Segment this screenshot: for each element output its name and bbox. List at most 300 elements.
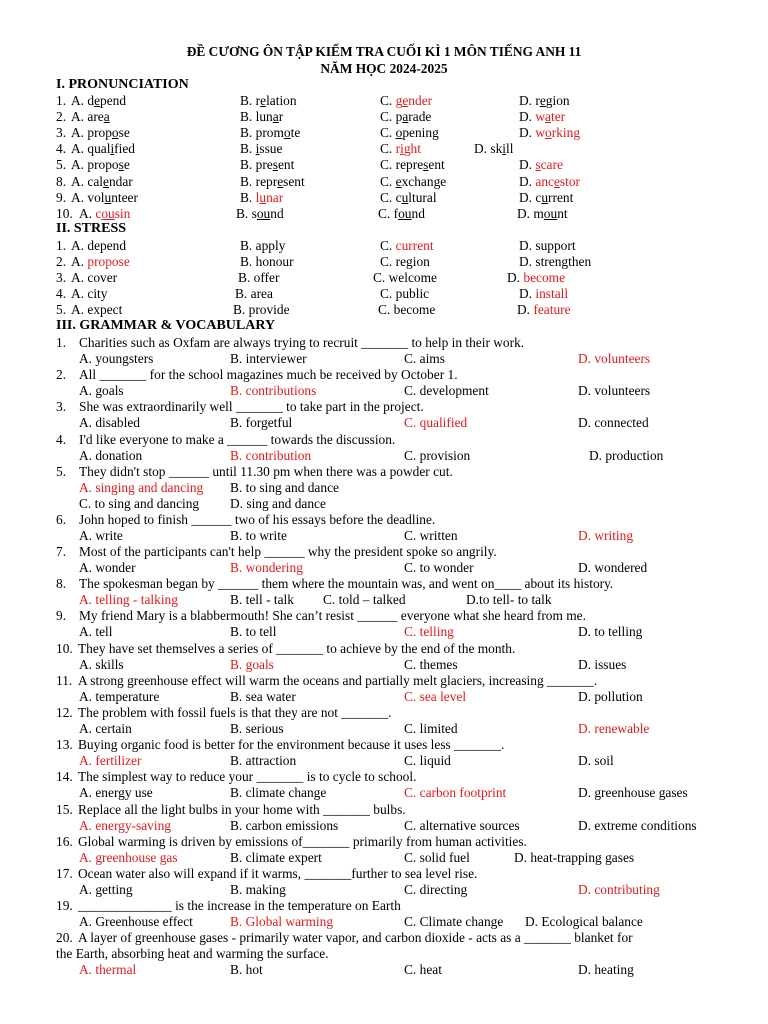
option-label: C. (378, 206, 394, 221)
option-word (394, 206, 425, 221)
question-number: 12. (56, 705, 73, 720)
option-label: B. (240, 141, 256, 156)
underlined-letters: i (110, 141, 115, 156)
word-part: prop (87, 125, 112, 140)
question-number: 9. (56, 190, 67, 205)
option-word: provide (248, 302, 290, 317)
question-number: 16. (56, 833, 73, 849)
option-word (256, 190, 284, 205)
option-a (79, 206, 130, 222)
word-part: se (118, 125, 130, 140)
option-b (240, 109, 283, 125)
option-word (396, 125, 439, 140)
answer-option: A. greenhouse gas (79, 849, 178, 865)
word-part: vol (87, 190, 105, 205)
option-word (87, 190, 138, 205)
option-a (71, 157, 130, 173)
option-d (519, 286, 568, 302)
pronunciation-row (0, 141, 768, 157)
answer-option: A. certain (79, 721, 132, 736)
underlined-letters: i (502, 141, 507, 156)
question-stem: The problem with fossil fuels is that they are not _______. (78, 705, 392, 720)
question-number: 10. (56, 206, 73, 221)
word-part: r (535, 93, 540, 108)
answer-option: B. hot (230, 962, 263, 978)
question-number: 13. (56, 737, 73, 753)
option-label: C. (378, 302, 394, 317)
option-label: D. (519, 190, 536, 205)
word-part: qual (87, 141, 111, 156)
option-word (87, 141, 135, 156)
question-stem: A strong greenhouse effect will warm the oceans and partially melt glaciers, increasing _______. (78, 672, 598, 688)
option-label: B. (240, 157, 256, 172)
option-label: A. (71, 125, 88, 140)
answer-option: A. donation (79, 447, 143, 463)
word-part: are (87, 109, 104, 124)
answer-option: D. extreme conditions (578, 817, 697, 833)
word-part: gion (545, 93, 570, 108)
answer-option: A. youngsters (79, 351, 154, 366)
option-label: B. (240, 254, 256, 269)
option-label: D. (517, 206, 534, 221)
question-number: 4. (56, 286, 67, 301)
option-c (380, 174, 446, 190)
word-part: e (123, 157, 130, 172)
word-part: pend (100, 93, 127, 108)
option-d (519, 190, 573, 206)
option-label: A. (71, 190, 88, 205)
word-part: w (535, 125, 546, 140)
word-part: ll (506, 141, 514, 156)
answer-option: D. contributing (578, 882, 660, 897)
answer-option: D. production (589, 447, 664, 463)
option-word: expect (87, 302, 123, 317)
option-label: D. (507, 270, 524, 285)
question-stem: ______________ is the increase in the temperature on Earth (78, 898, 401, 914)
option-label: C. (380, 254, 396, 269)
section-heading-stress: II. STRESS (56, 221, 127, 236)
answer-option: A. skills (79, 656, 124, 672)
option-word (535, 125, 580, 140)
word-part: sk (490, 141, 503, 156)
word-part: rade (408, 109, 432, 124)
option-d (517, 302, 571, 318)
option-label: B. (240, 174, 256, 189)
option-a (71, 254, 130, 270)
option-d (519, 93, 570, 109)
question-stem: Global warming is driven by emissions of_______ primarily from human activities. (78, 833, 527, 849)
word-part: g (395, 93, 403, 108)
answer-option: C. solid fuel (404, 849, 470, 865)
answer-option: A. wonder (79, 560, 136, 575)
answer-option: B. attraction (230, 753, 297, 769)
option-c (380, 109, 431, 125)
option-label: B. (240, 125, 256, 140)
word-part: lun (255, 109, 273, 124)
answer-option: B. climate change (230, 785, 327, 801)
option-a (71, 174, 133, 190)
option-word (535, 190, 573, 205)
word-part: c (535, 190, 542, 205)
option-word (87, 157, 129, 172)
option-c (380, 286, 429, 302)
option-word: current (395, 238, 434, 253)
word-part: care (540, 157, 563, 172)
answer-option: C. themes (404, 656, 458, 672)
option-word: apply (255, 238, 286, 253)
underlined-letters: e (395, 174, 402, 189)
word-part: ent (428, 157, 445, 172)
answer-option: C. limited (404, 721, 458, 736)
question-number: 1. (56, 93, 67, 108)
pronunciation-row (0, 174, 768, 190)
option-b (240, 254, 294, 270)
option-label: B. (240, 238, 256, 253)
answer-option: B. carbon emissions (230, 817, 339, 833)
option-b (240, 238, 285, 254)
option-label: D. (519, 125, 536, 140)
pronunciation-row (0, 93, 768, 109)
word-part: sin (114, 206, 131, 221)
question-number: 3. (56, 270, 67, 285)
underlined-letters: i (255, 141, 260, 156)
answer-option: C. sea level (404, 688, 467, 704)
answer-option: B. Global warming (230, 914, 334, 930)
answer-option: B. contributions (230, 383, 317, 399)
answer-option: D. issues (578, 656, 627, 672)
answer-option: D. wondered (578, 560, 648, 575)
option-label: D. (517, 302, 534, 317)
question-stem: Ocean water also will expand if it warms, _______further to sea level rise. (78, 866, 478, 881)
word-part: m (533, 206, 544, 221)
word-part: sent (283, 174, 305, 189)
option-word (87, 174, 132, 189)
option-d (519, 254, 591, 270)
word-part: ent (277, 157, 295, 172)
option-word (396, 174, 447, 189)
word-part: s (251, 206, 257, 221)
word-part: lation (266, 93, 297, 108)
option-word: depend (87, 238, 127, 253)
option-word (396, 141, 421, 156)
question-number: 3. (56, 125, 67, 140)
option-b (240, 190, 283, 206)
question-stem: My friend Mary is a blabbermouth! She can’t resist ______ everyone what she heard from me. (79, 608, 586, 624)
question-stem: They have set themselves a series of _______ to achieve by the end of the month. (78, 640, 516, 656)
underlined-letters: o (545, 125, 552, 140)
word-part: r (278, 109, 284, 124)
question-stem: They didn't stop ______ until 11.30 pm when there was a powder cut. (79, 463, 453, 479)
answer-option: B. sea water (230, 688, 296, 704)
word-part: r (395, 141, 401, 156)
option-c (373, 270, 437, 286)
word-part: repr (255, 174, 278, 189)
answer-option: B. to tell (230, 624, 277, 640)
question-number: 19. (56, 898, 73, 914)
option-d (474, 141, 513, 157)
underlined-letters: s (272, 157, 278, 172)
answer-option: C. provision (404, 447, 471, 463)
word-part: p (395, 109, 403, 124)
option-label: A. (71, 157, 88, 172)
underlined-letters: a (545, 109, 551, 124)
option-c (380, 125, 439, 141)
option-word: area (250, 286, 273, 301)
option-d (519, 174, 580, 190)
option-word: honour (255, 254, 294, 269)
word-part: rking (551, 125, 581, 140)
answer-option: D. pollution (578, 688, 643, 704)
question-number: 1. (56, 335, 67, 350)
answer-option: B. to write (230, 527, 287, 543)
option-b (235, 286, 273, 302)
word-part: repre (395, 157, 424, 172)
underlined-letters: s (535, 157, 541, 172)
answer-option: C. alternative sources (404, 817, 520, 833)
question-stem: Most of the participants can't help ______ why the president spoke so angrily. (79, 544, 497, 559)
answer-option: D. writing (578, 527, 634, 543)
option-word (87, 93, 126, 108)
word-part: nteer (111, 190, 138, 205)
question-number: 2. (56, 254, 67, 269)
answer-option: A. tell (79, 624, 113, 640)
answer-option: D. volunteers (578, 351, 651, 366)
option-label: A. (71, 302, 88, 317)
option-label: C. (380, 93, 396, 108)
option-word (256, 141, 283, 156)
question-stem: She was extraordinarily well _______ to take part in the project. (79, 399, 424, 415)
option-word (535, 109, 565, 124)
answer-option: D. greenhouse gases (578, 785, 688, 801)
underlined-letters: e (402, 93, 409, 108)
word-part: stor (559, 174, 581, 189)
option-word: propose (87, 254, 130, 269)
question-stem: John hoped to finish ______ two of his essays before the deadline. (79, 511, 436, 527)
underlined-letters: u (401, 190, 409, 205)
answer-option: C. heat (404, 962, 442, 978)
answer-option: D.to tell- to talk (466, 592, 552, 608)
option-word (535, 93, 569, 108)
option-a (71, 109, 110, 125)
option-a (71, 286, 107, 302)
option-label: D. (474, 141, 491, 156)
option-b (236, 206, 284, 222)
option-word: public (395, 286, 430, 301)
option-d (517, 206, 568, 222)
underlined-letters: e (94, 93, 101, 108)
option-c (380, 157, 445, 173)
option-a (71, 302, 122, 318)
option-label: D. (519, 254, 536, 269)
option-b (240, 93, 297, 109)
option-a (71, 93, 126, 109)
option-word: become (393, 302, 436, 317)
answer-option: A. energy use (79, 785, 153, 801)
option-word: welcome (388, 270, 437, 285)
option-label: A. (71, 286, 88, 301)
word-part: te (290, 125, 301, 140)
option-word (87, 125, 129, 140)
option-c (378, 206, 425, 222)
answer-option: C. telling (404, 624, 454, 640)
pronunciation-row (0, 109, 768, 125)
answer-option: D. connected (578, 415, 649, 431)
answer-option: A. Greenhouse effect (79, 914, 193, 930)
option-d (519, 125, 580, 141)
document-title: ĐỀ CƯƠNG ÔN TẬP KIỂM TRA CUỐI KÌ 1 MÔN TIẾNG ANH 11 (186, 44, 582, 59)
answer-option: C. told – talked (323, 592, 406, 608)
answer-option: A. temperature (79, 688, 160, 704)
underlined-letters: a (402, 109, 409, 124)
option-label: C. (380, 125, 396, 140)
answer-option: A. thermal (79, 962, 137, 978)
answer-option: D. soil (578, 753, 614, 769)
question-number: 15. (56, 801, 73, 817)
option-word: support (535, 238, 576, 253)
option-label: D. (519, 157, 536, 172)
answer-option: C. to wonder (404, 560, 474, 575)
word-part: c (95, 206, 102, 221)
underlined-letters: o (111, 125, 119, 140)
option-word (396, 190, 437, 205)
option-label: D. (519, 238, 536, 253)
option-label: B. (238, 270, 254, 285)
option-word (87, 109, 109, 124)
underlined-letters: i (400, 141, 404, 156)
question-stem: The spokesman began by ______ them where the mountain was, and went on____ about its history. (79, 576, 614, 592)
underlined-letters: e (102, 174, 109, 189)
option-a (71, 238, 126, 254)
option-b (240, 141, 282, 157)
word-part: nd (411, 206, 425, 221)
option-word (535, 157, 563, 172)
word-part: nd (270, 206, 284, 221)
word-part: rrent (548, 190, 574, 205)
option-label: C. (380, 157, 396, 172)
option-word (535, 174, 580, 189)
option-word (256, 174, 305, 189)
option-d (507, 270, 565, 286)
question-number: 6. (56, 511, 67, 527)
word-part: r (255, 93, 261, 108)
option-label: B. (236, 206, 252, 221)
underlined-letters: u (541, 190, 549, 205)
question-stem: Replace all the light bulbs in your home with _______ bulbs. (78, 801, 406, 817)
answer-option: D. sing and dance (230, 495, 326, 511)
option-c (380, 254, 430, 270)
word-part: xchange (401, 174, 447, 189)
answer-option: C. aims (404, 351, 445, 366)
option-label: C. (380, 190, 396, 205)
option-b (240, 174, 305, 190)
option-label: C. (380, 174, 396, 189)
option-d (519, 238, 576, 254)
question-number: 1. (56, 238, 67, 253)
answer-option: D. renewable (578, 721, 650, 736)
question-number: 5. (56, 157, 67, 172)
option-word (490, 141, 513, 156)
answer-option: B. interviewer (230, 351, 307, 366)
pronunciation-row (0, 206, 768, 222)
underlined-letters: ou (256, 206, 271, 221)
question-number: 8. (56, 174, 67, 189)
word-part: anc (535, 174, 554, 189)
option-label: C. (380, 109, 396, 124)
answer-option: A. goals (79, 383, 124, 399)
underlined-letters: a (103, 109, 110, 124)
question-stem: I'd like everyone to make a ______ towards the discussion. (79, 431, 396, 447)
option-word (396, 93, 432, 108)
underlined-letters: s (423, 157, 429, 172)
question-number: 7. (56, 544, 67, 559)
word-part: pre (255, 157, 273, 172)
question-stem: Buying organic food is better for the environment because it uses less _______. (78, 737, 505, 753)
word-part: propo (87, 157, 119, 172)
option-c (380, 238, 434, 254)
question-number: 2. (56, 367, 67, 383)
option-word (256, 157, 295, 172)
option-word (256, 93, 297, 108)
option-label: D. (519, 93, 536, 108)
option-word (396, 157, 445, 172)
option-label: D. (519, 174, 536, 189)
stress-row (0, 302, 768, 318)
answer-option: C. qualified (404, 415, 468, 431)
answer-option: C. written (404, 527, 458, 543)
word-part: prom (255, 125, 284, 140)
option-word: install (535, 286, 569, 301)
answer-option: A. getting (79, 882, 133, 897)
option-word: city (87, 286, 108, 301)
option-d (519, 157, 563, 173)
option-label: B. (233, 302, 249, 317)
option-label: A. (71, 109, 88, 124)
option-label: A. (71, 270, 88, 285)
word-part: cal (87, 174, 103, 189)
question-number: 14. (56, 769, 73, 785)
answer-option: B. contribution (230, 447, 312, 463)
answer-option: B. wondering (230, 560, 303, 575)
word-part: nt (557, 206, 568, 221)
question-number: 4. (56, 431, 67, 447)
answer-option: D. heat-trapping gases (514, 849, 635, 865)
answer-option: C. carbon footprint (404, 785, 507, 801)
option-label: C. (373, 270, 389, 285)
word-part: ltural (408, 190, 437, 205)
section-heading-pronunciation: I. PRONUNCIATION (56, 77, 189, 92)
question-number: 10. (56, 640, 73, 656)
underlined-letters: ou (398, 206, 412, 221)
option-word (533, 206, 567, 221)
option-label: C. (380, 141, 396, 156)
underlined-letters: u (259, 190, 267, 205)
option-label: C. (380, 238, 396, 253)
option-word: offer (253, 270, 280, 285)
option-word: strengthen (535, 254, 592, 269)
word-part: w (535, 109, 546, 124)
question-number: 4. (56, 141, 67, 156)
word-part: nar (266, 190, 284, 205)
answer-option: B. serious (230, 721, 284, 736)
question-stem: The simplest way to reduce your _______ is to cycle to school. (78, 769, 417, 785)
answer-option: A. disabled (79, 415, 140, 431)
option-word (396, 109, 432, 124)
word-part: l (255, 190, 260, 205)
option-d (519, 109, 565, 125)
word-part: ndar (108, 174, 133, 189)
underlined-letters: a (272, 109, 279, 124)
option-label: B. (235, 286, 251, 301)
